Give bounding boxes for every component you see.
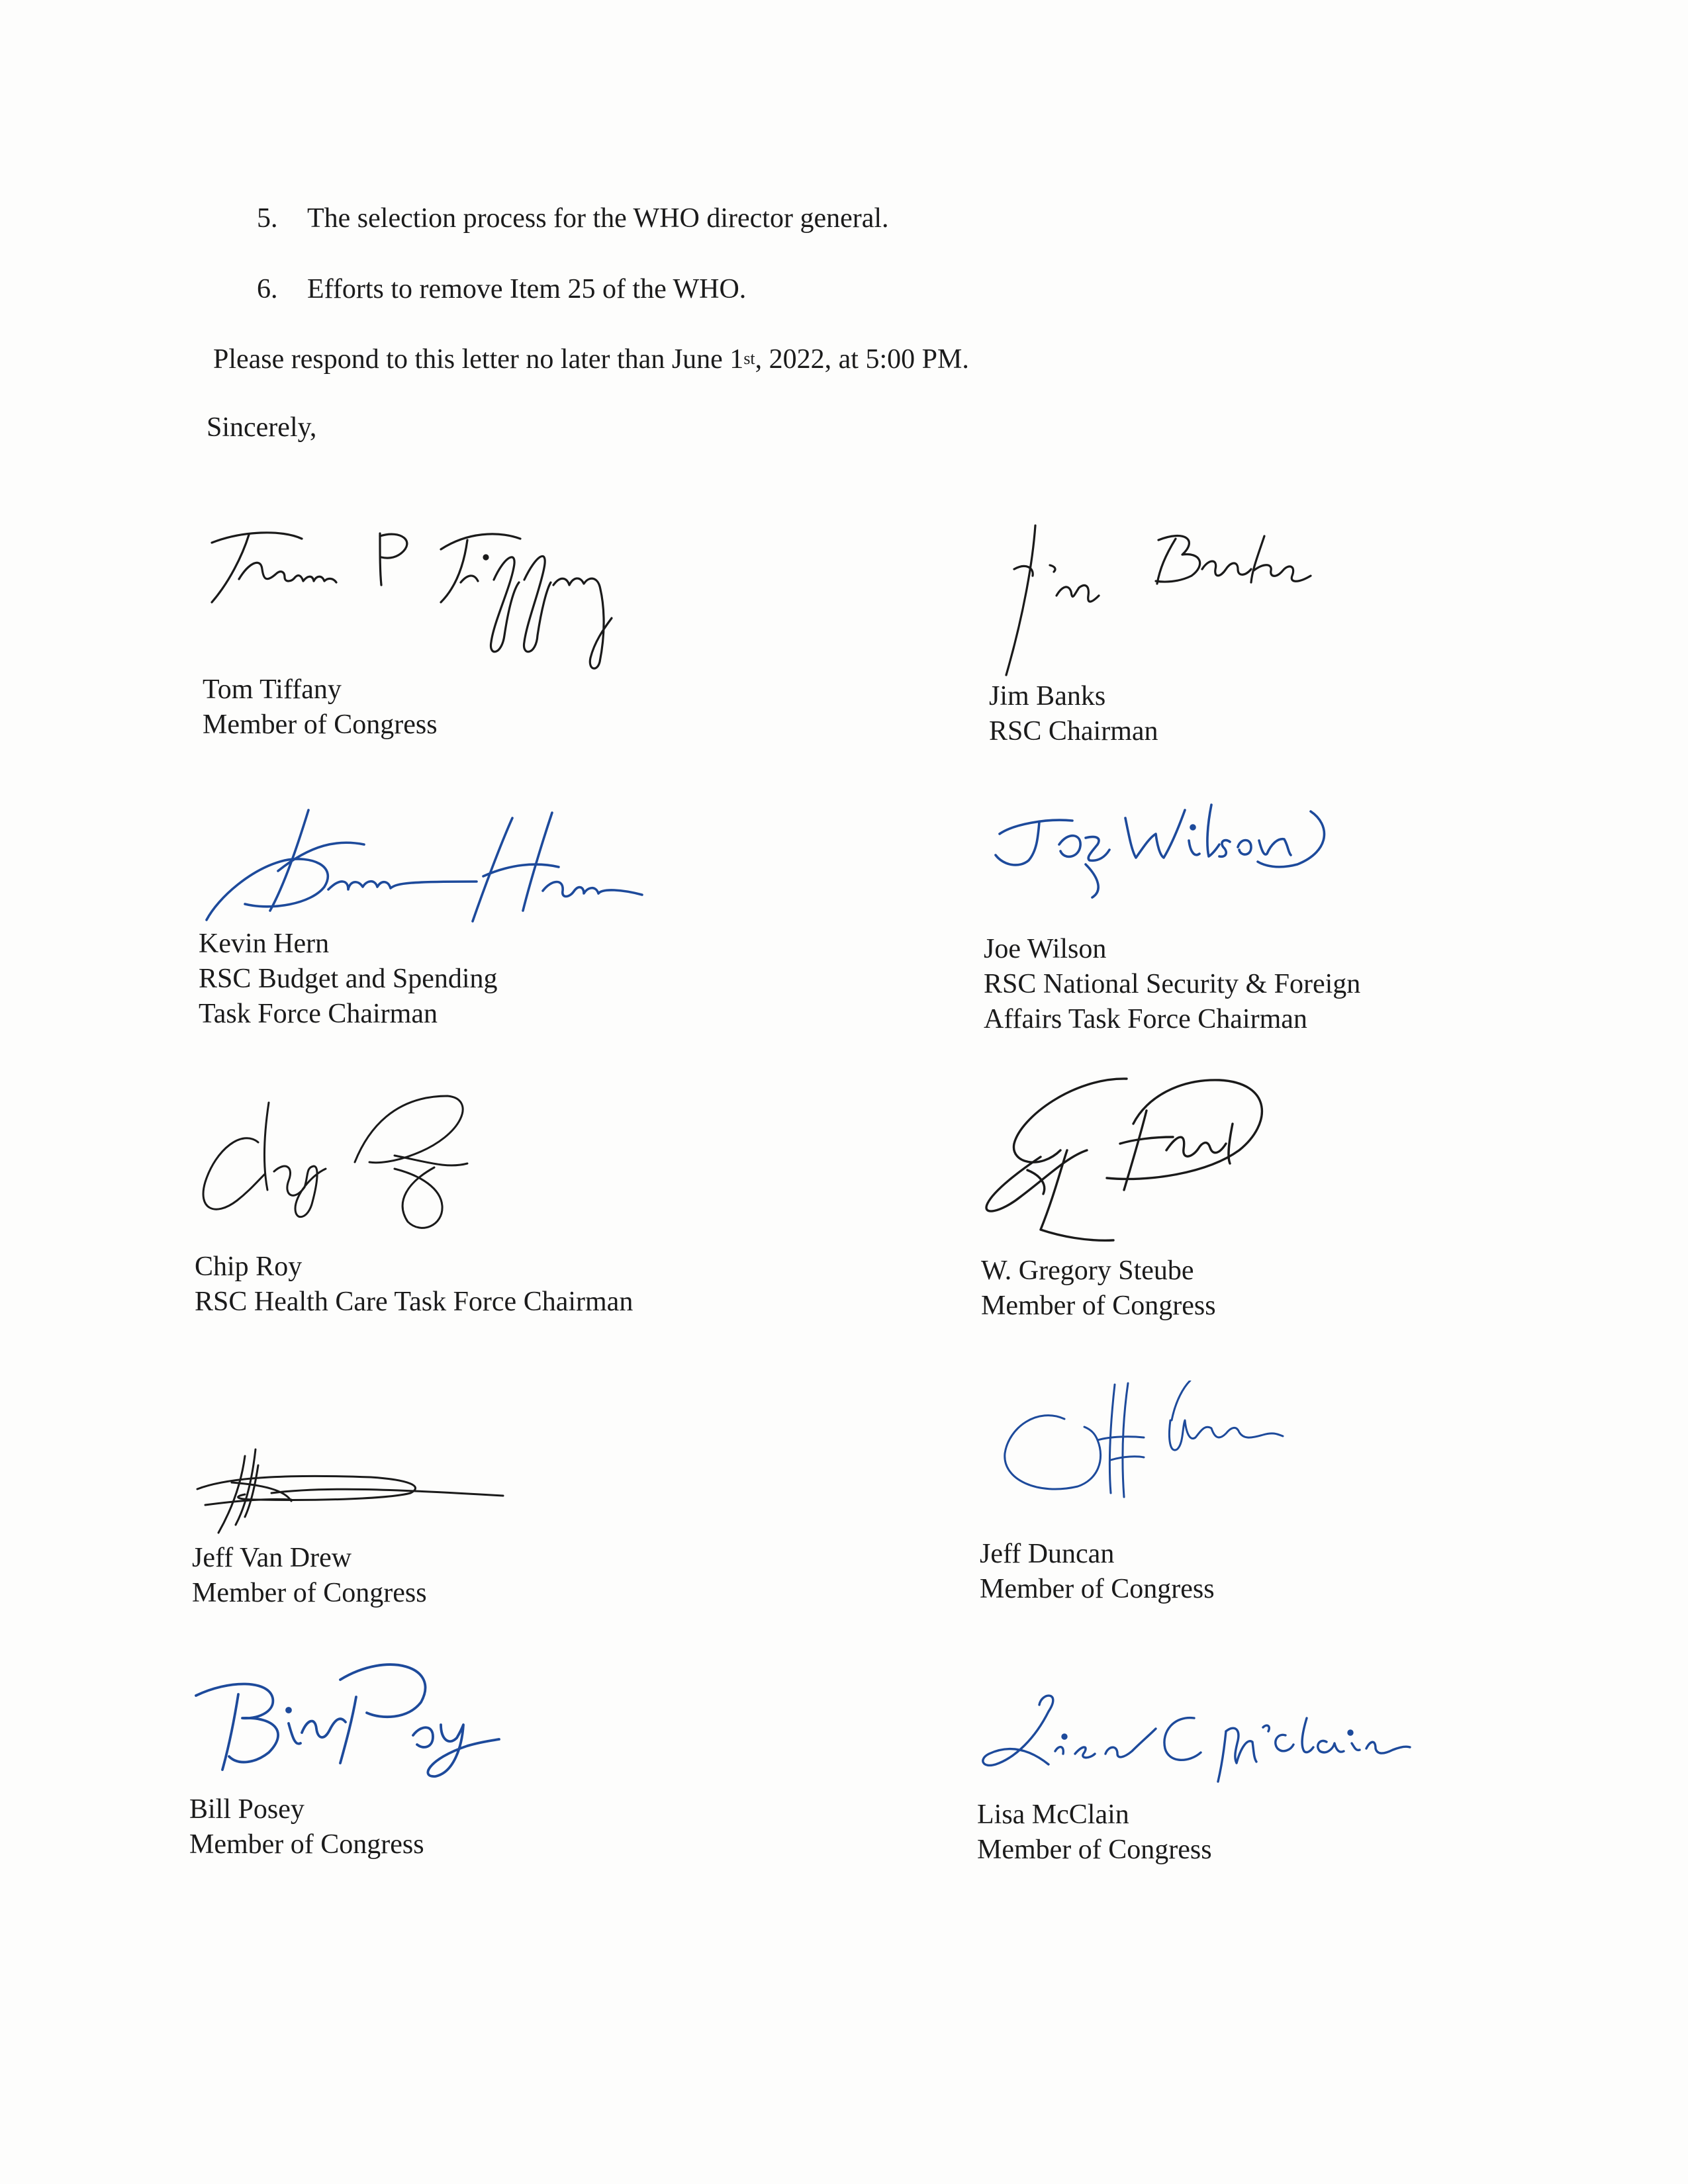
signatory-title: Member of Congress	[977, 1835, 1212, 1865]
signatory-name: Bill Posey	[189, 1794, 305, 1825]
signatory-title: RSC Health Care Task Force Chairman	[195, 1287, 633, 1317]
list-item-text: The selection process for the WHO director general.	[307, 203, 889, 234]
signatory-name: Jeff Van Drew	[192, 1543, 352, 1573]
signatory-info	[192, 1541, 427, 1611]
signatory-name: Jeff Duncan	[980, 1539, 1115, 1569]
signatory-title: Affairs Task Force Chairman	[984, 1004, 1307, 1034]
closing: Sincerely,	[207, 412, 317, 443]
signatory-info	[981, 1253, 1216, 1324]
signatory-info	[980, 1537, 1215, 1607]
signature-block	[192, 1443, 523, 1542]
signature-tiffany	[203, 516, 639, 675]
signatory-info	[189, 1792, 424, 1862]
signatory-name: Tom Tiffany	[203, 674, 342, 705]
deadline-suffix: , 2022, at 5:00 PM.	[755, 344, 969, 375]
signature-block	[203, 516, 639, 675]
signatory-title: Member of Congress	[981, 1291, 1216, 1321]
signatory-info	[989, 679, 1158, 749]
deadline-paragraph	[213, 343, 969, 376]
list-item-number: 5.	[257, 203, 278, 234]
signature-block	[189, 1647, 500, 1786]
signature-posey	[189, 1647, 500, 1786]
signatory-title: Member of Congress	[980, 1574, 1215, 1604]
signature-steube	[981, 1071, 1286, 1250]
signatory-info	[977, 1797, 1212, 1868]
signature-mcclain	[976, 1685, 1413, 1791]
signatory-title: Task Force Chairman	[199, 999, 438, 1029]
signatory-name: Kevin Hern	[199, 929, 330, 959]
signature-duncan	[998, 1381, 1289, 1513]
signatory-info	[203, 672, 438, 743]
list-item-number: 6.	[257, 274, 278, 304]
signature-block	[986, 523, 1331, 688]
signatory-name: W. Gregory Steube	[981, 1255, 1194, 1286]
signatory-info	[195, 1250, 633, 1320]
signatory-title: Member of Congress	[189, 1829, 424, 1860]
signatory-info	[984, 932, 1360, 1037]
signature-block	[196, 1089, 494, 1248]
signatory-title: RSC Budget and Spending	[199, 964, 498, 994]
signatory-title: RSC Chairman	[989, 716, 1158, 747]
signature-banks	[986, 523, 1331, 688]
signature-wilson	[986, 792, 1344, 917]
list-item-text: Efforts to remove Item 25 of the WHO.	[307, 274, 747, 304]
signatory-info	[199, 927, 498, 1032]
signature-block	[976, 1685, 1413, 1791]
signature-block	[986, 792, 1344, 917]
signature-van-drew	[192, 1443, 523, 1542]
signature-roy	[196, 1089, 494, 1248]
signatory-title: Member of Congress	[203, 709, 438, 740]
signatory-name: Jim Banks	[989, 681, 1106, 711]
signature-block	[981, 1071, 1286, 1250]
deadline-ordinal: st	[743, 349, 755, 368]
signature-block	[998, 1381, 1289, 1513]
signature-block	[199, 805, 662, 937]
signatory-title: Member of Congress	[192, 1578, 427, 1608]
signatory-name: Joe Wilson	[984, 934, 1107, 964]
signature-hern	[199, 805, 662, 937]
deadline-prefix: Please respond to this letter no later than June 1	[213, 344, 744, 375]
signatory-name: Lisa McClain	[977, 1799, 1129, 1830]
signatory-name: Chip Roy	[195, 1251, 303, 1282]
signatory-title: RSC National Security & Foreign	[984, 969, 1361, 999]
